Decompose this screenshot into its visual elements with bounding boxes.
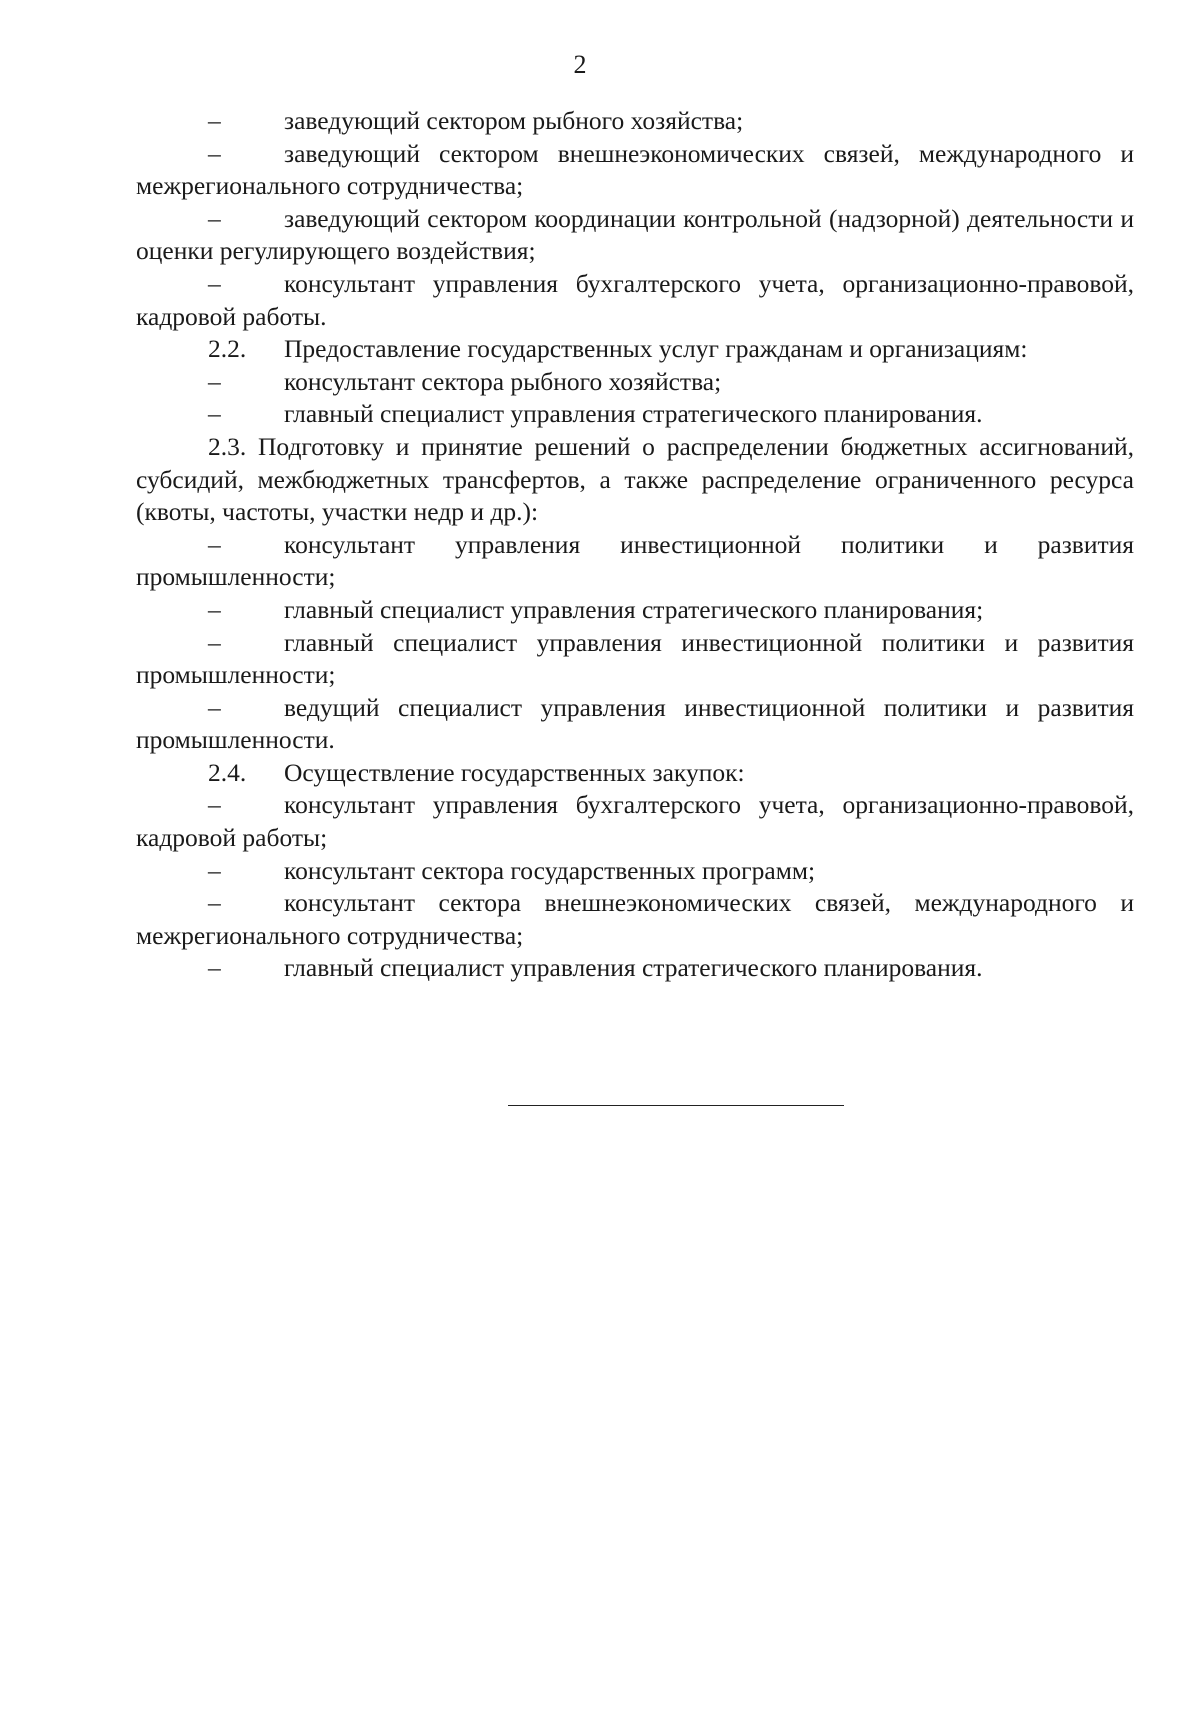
list-item [136,203,1134,268]
section-heading [136,431,1134,529]
list-marker: – [208,790,221,820]
list-marker: – [208,203,221,233]
page-number: 2 [573,50,587,79]
list-item-text: консультант сектора внешнеэкономических связей, международного и межрегионального сотрудничества; [136,888,1134,950]
list-marker: – [208,855,221,885]
list-marker: – [208,268,221,298]
list-item-text: заведующий сектором внешнеэкономических связей, международного и межрегионального сотрудничества; [136,138,1134,201]
list-marker: – [208,106,221,135]
list-marker: – [208,529,221,559]
list-item [136,952,1134,985]
list-marker: – [208,594,221,624]
list-item [136,692,1134,757]
list-item-text: главный специалист управления стратегического планирования; [284,594,984,624]
section-number: 2.2. [208,334,247,364]
list-item [136,855,1134,888]
section-number: 2.4. [208,757,247,787]
list-item [136,627,1134,692]
list-marker: – [208,953,221,983]
list-item-text: ведущий специалист управления инвестиционной политики и развития промышленности. [136,692,1134,755]
section-text: Предоставление государственных услуг гражданам и организациям: [284,334,1028,364]
end-separator-line [508,1105,844,1106]
list-item [136,105,1134,138]
section-heading [136,333,1134,366]
list-item-text: консультант управления бухгалтерского учета, организационно-правовой, кадровой работы. [136,268,1134,331]
list-marker: – [208,138,221,168]
list-marker: – [208,888,221,918]
list-item-text: консультант сектора государственных программ; [284,855,816,885]
list-item [136,887,1134,952]
list-item [136,366,1134,399]
list-item-text: консультант управления бухгалтерского учета, организационно-правовой, кадровой работы; [136,790,1134,853]
list-item [136,138,1134,203]
list-item [136,594,1134,627]
list-item-text: главный специалист управления инвестиционной политики и развития промышленности; [136,627,1134,690]
list-item-text: консультант управления инвестиционной политики и развития промышленности; [136,529,1134,592]
list-item-text: заведующий сектором рыбного хозяйства; [284,106,744,135]
section-text: Подготовку и принятие решений о распределении бюджетных ассигнований, субсидий, межбюджетных трансфертов, а также распределение ограниченного ресурса (квоты, частоты, участки недр и др.): [136,431,1135,527]
document-body [136,105,1134,985]
section-number: 2.3. [208,431,247,461]
list-marker: – [208,399,221,429]
list-item [136,529,1134,594]
list-item-text: главный специалист управления стратегического планирования. [284,399,983,429]
list-item [136,268,1134,333]
list-marker: – [208,692,221,722]
list-marker: – [208,627,221,657]
section-heading [136,757,1134,790]
section-text: Осуществление государственных закупок: [284,757,745,787]
list-item-text: консультант сектора рыбного хозяйства; [284,366,722,396]
list-item [136,398,1134,431]
list-item-text: главный специалист управления стратегического планирования. [284,953,983,983]
list-marker: – [208,366,221,396]
list-item-text: заведующий сектором координации контрольной (надзорной) деятельности и оценки регулирующего воздействия; [136,203,1134,266]
list-item [136,789,1134,854]
